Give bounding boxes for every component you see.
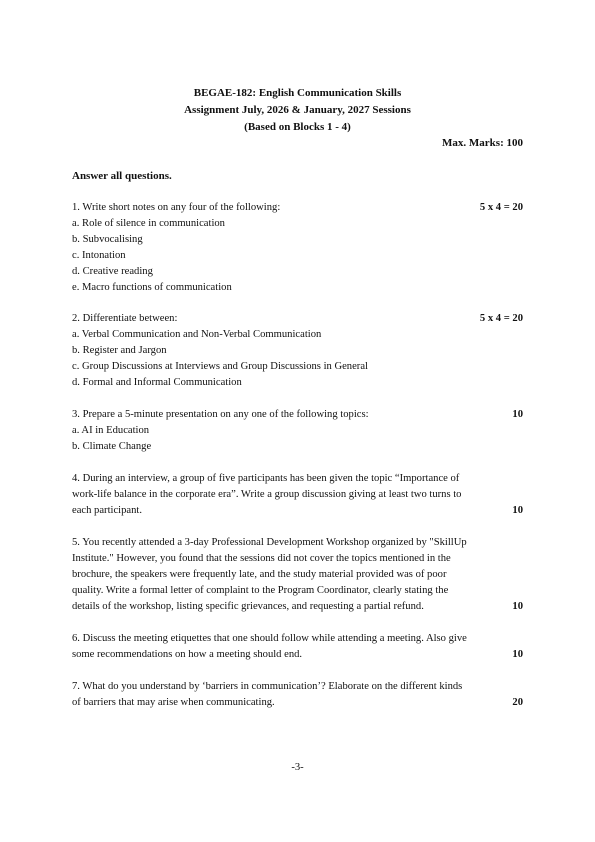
question-1-option-c: c. Intonation (72, 250, 126, 261)
question-5 (72, 535, 523, 615)
assignment-sessions: Assignment July, 2026 & January, 2027 Sessions (184, 104, 411, 116)
page-number: -3- (291, 762, 304, 773)
question-2-option-a: a. Verbal Communication and Non-Verbal Communication (72, 329, 322, 340)
question-6 (72, 631, 523, 663)
question-6-line-2: some recommendations on how a meeting should end. (72, 649, 303, 660)
question-2-option-b: b. Register and Jargon (72, 345, 167, 356)
question-3-option-a: a. AI in Education (72, 425, 150, 436)
blocks-note: (Based on Blocks 1 - 4) (244, 121, 351, 133)
question-4-marks: 10 (512, 505, 523, 516)
question-2-option-c: c. Group Discussions at Interviews and Group Discussions in General (72, 361, 368, 372)
question-1-marks: 5 x 4 = 20 (479, 202, 523, 213)
question-1-text: 1. Write short notes on any four of the following: (72, 202, 281, 213)
question-5-line-3: brochure, the speakers were frequently late, and the study material provided was of poor (72, 569, 447, 580)
question-1 (72, 200, 523, 296)
question-1-option-a: a. Role of silence in communication (72, 218, 225, 229)
question-3 (72, 407, 523, 455)
document-header (0, 85, 595, 136)
question-3-marks: 10 (512, 409, 523, 420)
question-2 (72, 311, 523, 391)
question-6-marks: 10 (512, 649, 523, 660)
question-1-option-e: e. Macro functions of communication (72, 282, 232, 293)
question-1-option-d: d. Creative reading (72, 266, 153, 277)
instruction-text: Answer all questions. (72, 170, 172, 182)
question-2-text: 2. Differentiate between: (72, 313, 178, 324)
question-6-line-1: 6. Discuss the meeting etiquettes that one should follow while attending a meeting. Also give (72, 633, 467, 644)
question-7-line-2: of barriers that may arise when communicating. (72, 697, 275, 708)
question-2-marks: 5 x 4 = 20 (479, 313, 523, 324)
question-5-line-2: Institute." However, you found that the sessions did not cover the topics mentioned in the (72, 553, 451, 564)
question-7-marks: 20 (512, 697, 523, 708)
question-2-option-d: d. Formal and Informal Communication (72, 377, 242, 388)
question-5-line-1: 5. You recently attended a 3-day Professional Development Workshop organized by "SkillUp (72, 537, 467, 548)
question-5-line-4: quality. Write a formal letter of complaint to the Program Coordinator, clearly stating the (72, 585, 449, 596)
course-title: BEGAE-182: English Communication Skills (193, 87, 402, 99)
question-3-text: 3. Prepare a 5-minute presentation on any one of the following topics: (72, 409, 369, 420)
question-3-option-b: b. Climate Change (72, 441, 152, 452)
question-5-line-5: details of the workshop, listing specific grievances, and requesting a partial refund. (72, 601, 424, 612)
question-4-line-3: each participant. (72, 505, 142, 516)
question-4 (72, 471, 523, 519)
question-4-line-1: 4. During an interview, a group of five participants has been given the topic “Importance of (72, 473, 460, 484)
question-7 (72, 679, 523, 711)
question-1-option-b: b. Subvocalising (72, 234, 143, 245)
question-5-marks: 10 (512, 601, 523, 612)
question-4-line-2: work-life balance in the corporate era”. Write a group discussion giving at least two turns to (72, 489, 462, 500)
max-marks: Max. Marks: 100 (442, 137, 523, 149)
question-7-line-1: 7. What do you understand by ‘barriers in communication’? Elaborate on the different kinds (72, 681, 463, 692)
